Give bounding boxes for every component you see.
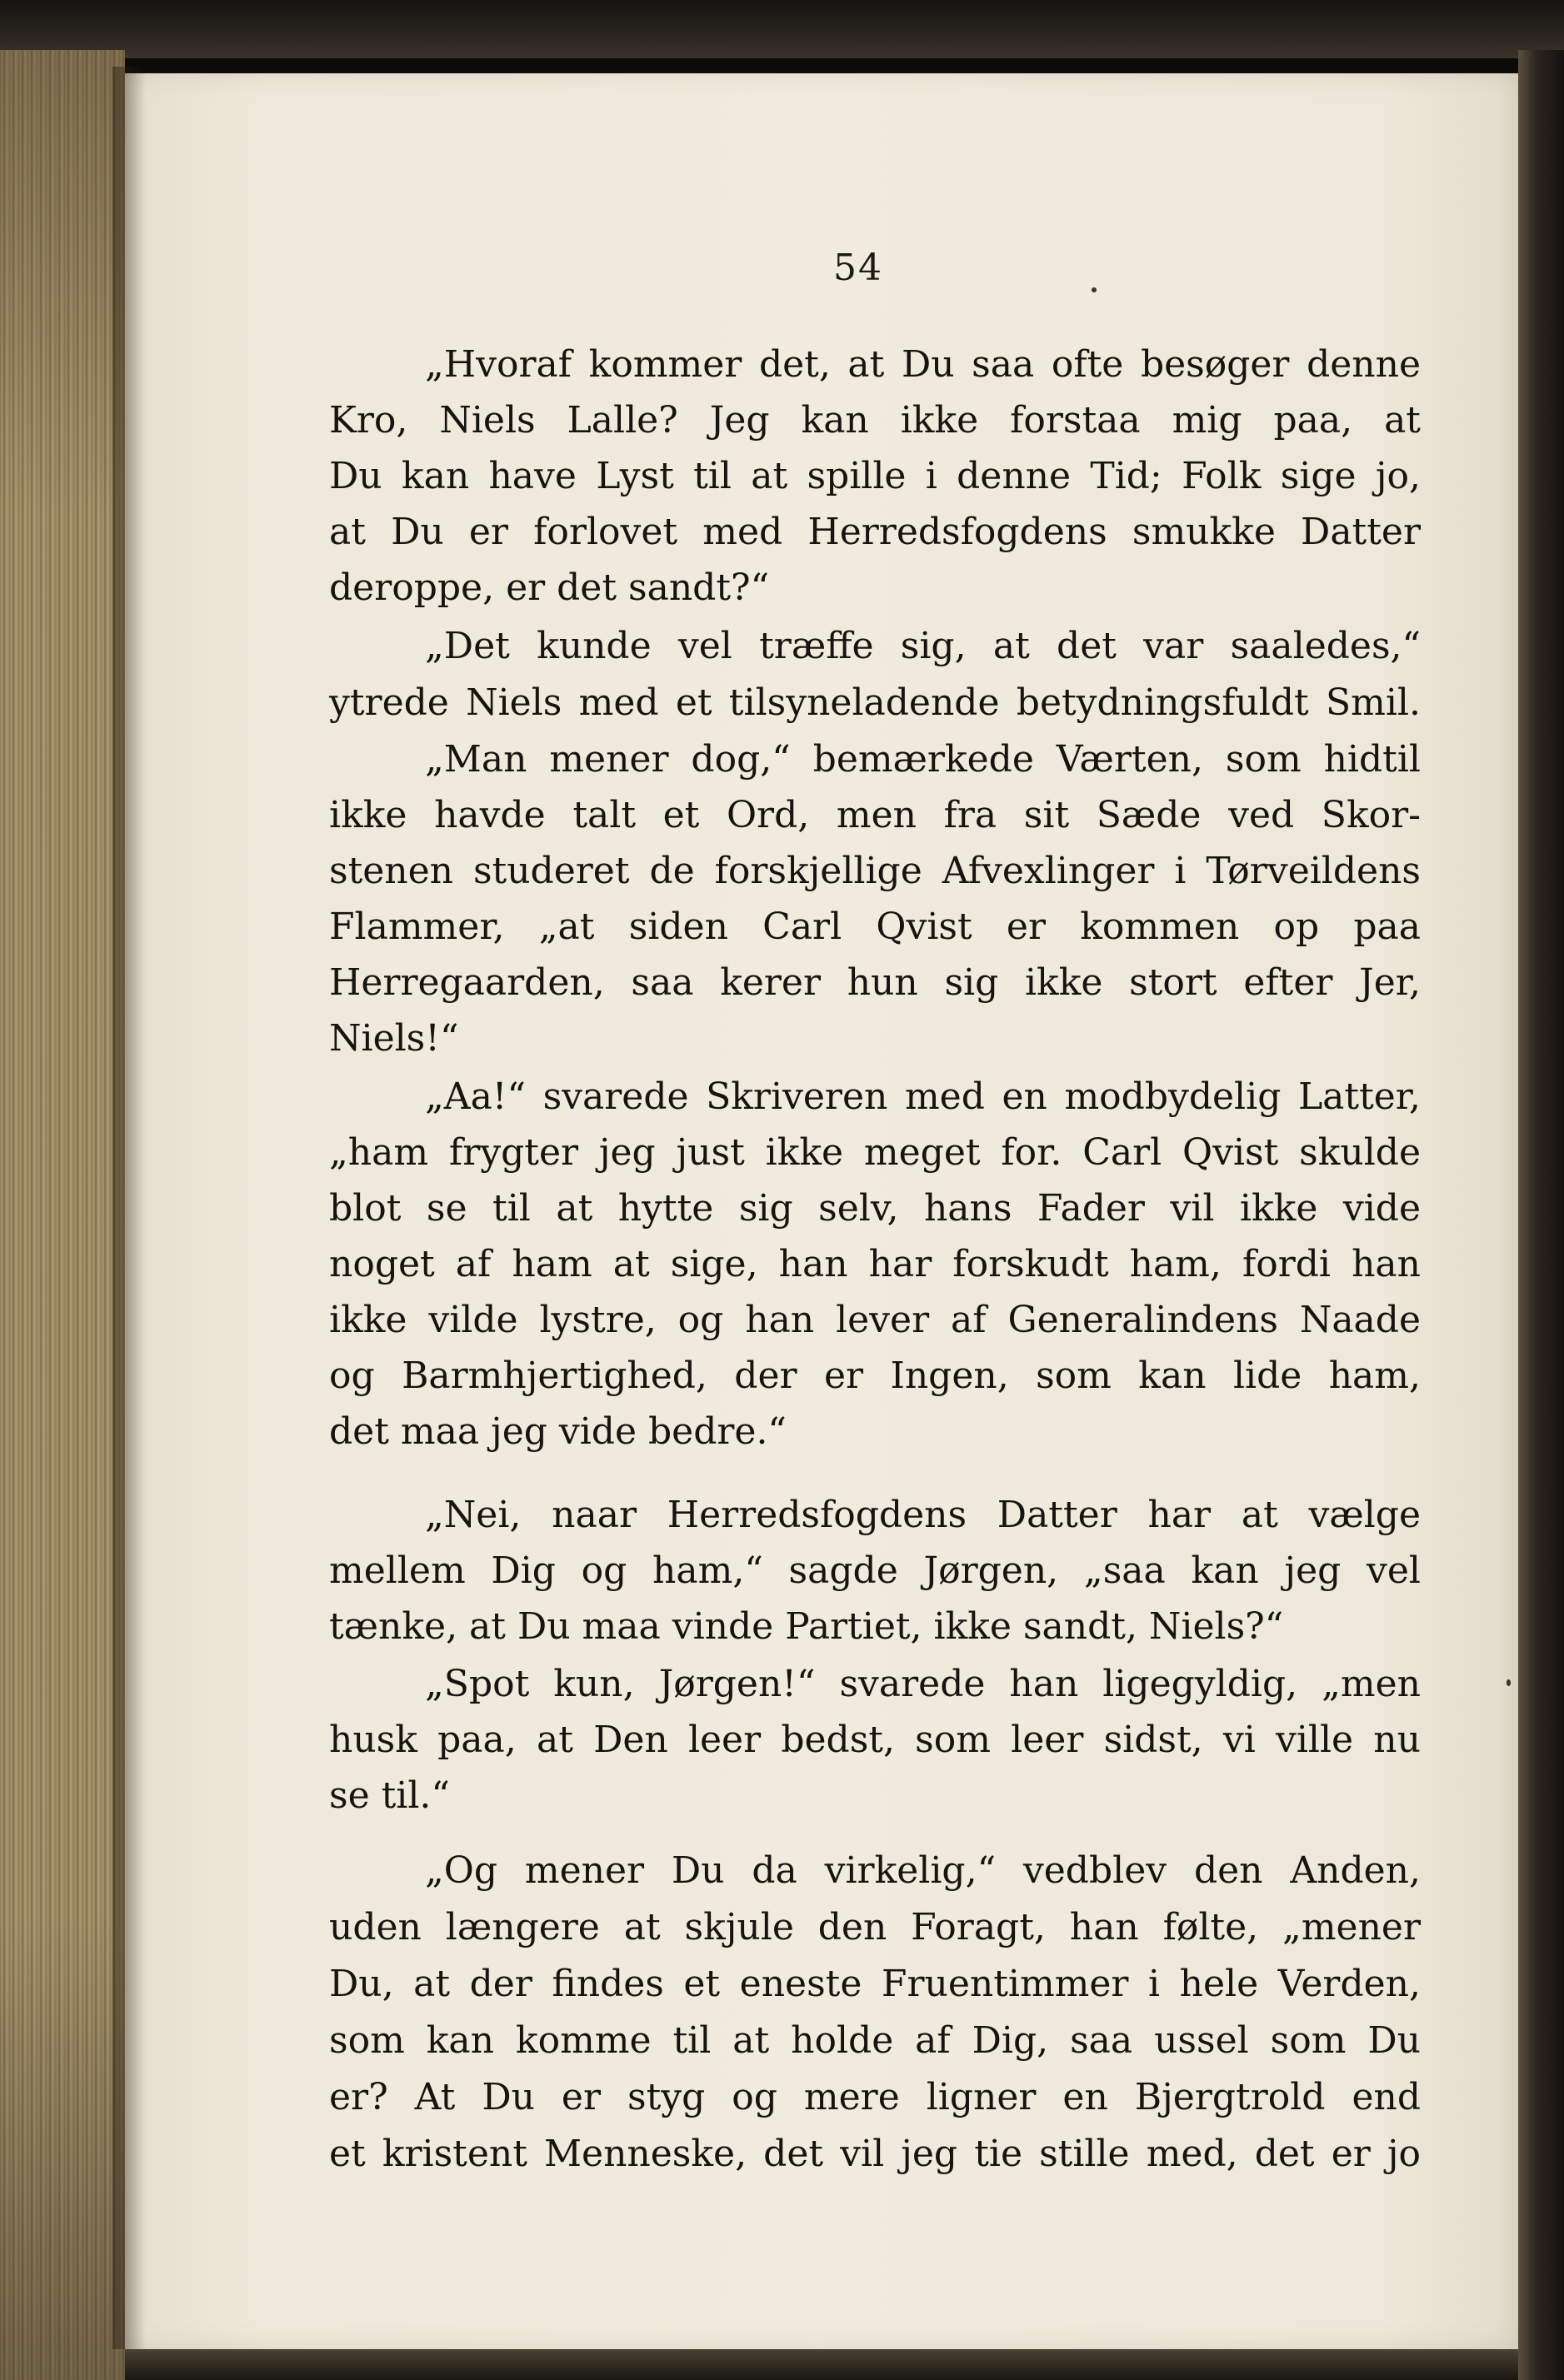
text-line: ikke havde talt et Ord, men fra sit Sæde ved Skor-: [329, 794, 1421, 836]
text-line: noget af ham at sige, han har forskudt ham, fordi han: [329, 1243, 1421, 1285]
text-line: er? At Du er styg og mere ligner en Bjergtrold end: [329, 2076, 1421, 2118]
text-line: Du kan have Lyst til at spille i denne Tid; Folk sige jo,: [329, 455, 1421, 497]
text-line: at Du er forlovet med Herredsfogdens smukke Datter: [329, 511, 1421, 553]
text-line: „Man mener dog,“ bemærkede Værten, som hidtil: [425, 738, 1421, 781]
text-line: stenen studeret de forskjellige Afvexlinger i Tørveildens: [329, 850, 1421, 892]
text-line: Niels!“: [329, 1017, 459, 1060]
page-block-edge: [0, 50, 125, 2380]
text-line: som kan komme til at holde af Dig, saa ussel som Du: [329, 2019, 1421, 2062]
text-line: ikke vilde lystre, og han lever af Generalindens Naade: [329, 1299, 1421, 1341]
text-line: „Og mener Du da virkelig,“ vedblev den Anden,: [425, 1849, 1421, 1892]
text-line: „Aa!“ svarede Skriveren med en modbydelig Latter,: [425, 1075, 1421, 1118]
text-line: Du, at der findes et eneste Fruentimmer i hele Verden,: [329, 1963, 1421, 2005]
background-right: [1518, 50, 1564, 2380]
text-line: mellem Dig og ham,“ sagde Jørgen, „saa kan jeg vel: [329, 1549, 1421, 1592]
text-line: et kristent Menneske, det vil jeg tie stille med, det er jo: [329, 2133, 1421, 2175]
text-line: ytrede Niels med et tilsyneladende betydningsfuldt Smil.: [329, 681, 1421, 724]
text-line: det maa jeg vide bedre.“: [329, 1410, 787, 1453]
text-line: tænke, at Du maa vinde Partiet, ikke sandt, Niels?“: [329, 1605, 1284, 1648]
background-top: [0, 0, 1564, 58]
background-bottom: [125, 2349, 1518, 2380]
text-line: „Spot kun, Jørgen!“ svarede han ligegyldig, „men: [425, 1663, 1421, 1705]
text-line: deroppe, er det sandt?“: [329, 566, 770, 609]
text-line: se til.“: [329, 1774, 450, 1817]
text-line: „Nei, naar Herredsfogdens Datter har at vælge: [425, 1494, 1421, 1536]
ink-speck: [1092, 287, 1097, 292]
text-line: Herregaarden, saa kerer hun sig ikke stort efter Jer,: [329, 961, 1421, 1004]
page-number: 54: [833, 247, 883, 289]
text-line: blot se til at hytte sig selv, hans Fader vil ikke vide: [329, 1187, 1421, 1230]
text-line: „Hvoraf kommer det, at Du saa ofte besøger denne: [425, 343, 1421, 386]
text-line: „ham frygter jeg just ikke meget for. Carl Qvist skulde: [329, 1131, 1421, 1174]
ink-speck: [1507, 1679, 1511, 1686]
text-line: Kro, Niels Lalle? Jeg kan ikke forstaa mig paa, at: [329, 399, 1421, 442]
gutter-shadow: [112, 67, 146, 2349]
text-line: uden længere at skjule den Foragt, han følte, „mener: [329, 1906, 1421, 1948]
text-line: og Barmhjertighed, der er Ingen, som kan lide ham,: [329, 1355, 1421, 1397]
text-line: husk paa, at Den leer bedst, som leer sidst, vi ville nu: [329, 1719, 1421, 1761]
text-line: „Det kunde vel træffe sig, at det var saaledes,“: [425, 625, 1421, 667]
text-line: Flammer, „at siden Carl Qvist er kommen op paa: [329, 906, 1421, 948]
